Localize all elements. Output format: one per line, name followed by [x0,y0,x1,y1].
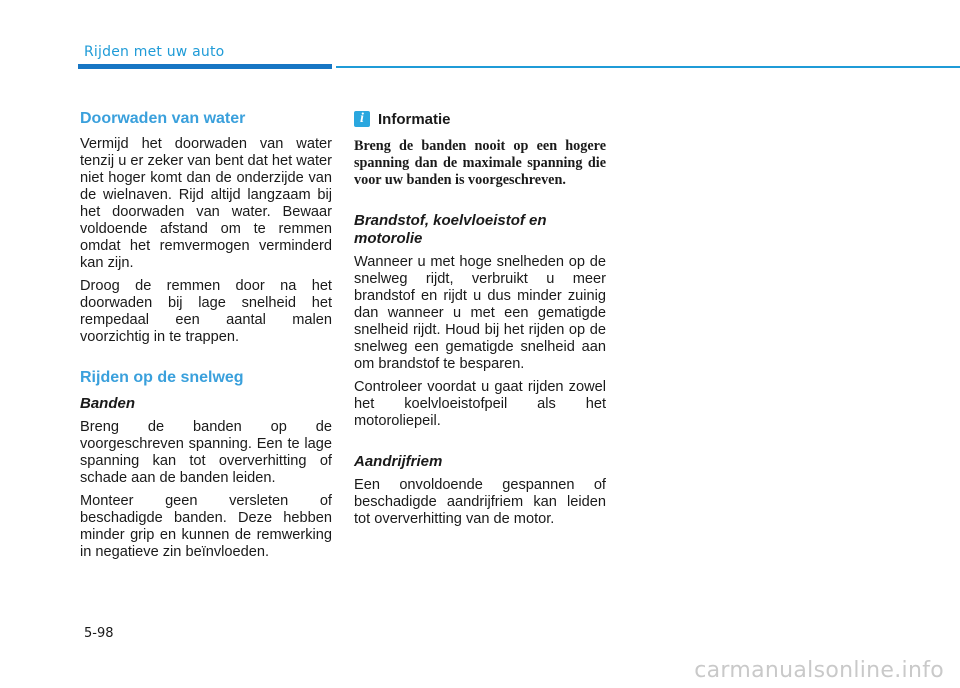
paragraph-remmen-drogen: Droog de remmen door na het doorwaden bij lage snelheid het rempedaal een aantal malen voorzichtig in te trappen. [80,278,332,345]
left-column [80,108,332,561]
info-label: Informatie [378,110,451,128]
right-column [354,108,606,528]
heading-doorwaden: Doorwaden van water [80,110,246,127]
subheading-banden: Banden [80,395,136,412]
paragraph-aandrijfriem: Een onvoldoende gespannen of beschadigde aandrijfriem kan leiden tot oververhitting van de motor. [354,477,606,527]
header-rule-thick [78,64,332,69]
section-header: Rijden met uw auto [84,44,225,60]
paragraph-koelvloeistof: Controleer voordat u gaat rijden zowel het koelvloeistofpeil als het motoroliepeil. [354,379,606,429]
info-text: Breng de banden nooit op een hogere spanning dan de maximale spanning die voor uw banden is voorgeschreven. [354,138,606,188]
heading-snelweg: Rijden op de snelweg [80,369,244,386]
header-rule-thin [336,66,960,68]
info-icon: i [354,111,370,127]
paragraph-bandenspanning: Breng de banden op de voorgeschreven spanning. Een te lage spanning kan tot oververhitting of schade aan de banden leiden. [80,419,332,486]
info-box-title [354,108,606,130]
paragraph-versleten-banden: Monteer geen versleten of beschadigde banden. Deze hebben minder grip en kunnen de remwerking in negatieve zin beïnvloeden. [80,493,332,560]
paragraph-brandstof: Wanneer u met hoge snelheden op de snelweg rijdt, verbruikt u meer brandstof en rijdt u dus minder zuinig dan wanneer u met een gematigde snelheid rijdt. Houd bij het rijden op de snelweg een gematigde snelheid aan om brandstof te besparen. [354,254,606,372]
paragraph-doorwaden: Vermijd het doorwaden van water tenzij u er zeker van bent dat het water niet hoger komt dan de onderzijde van de wielnaven. Rijd altijd langzaam bij het doorwaden van water. Bewaar voldoende afstand om te remmen omdat het remvermogen verminderd kan zijn. [80,136,332,271]
subheading-aandrijfriem: Aandrijfriem [354,453,443,470]
page-number: 5-98 [84,626,114,641]
subheading-brandstof: Brandstof, koelvloeistof en motorolie [354,212,547,247]
watermark: carmanualsonline.info [694,658,944,683]
